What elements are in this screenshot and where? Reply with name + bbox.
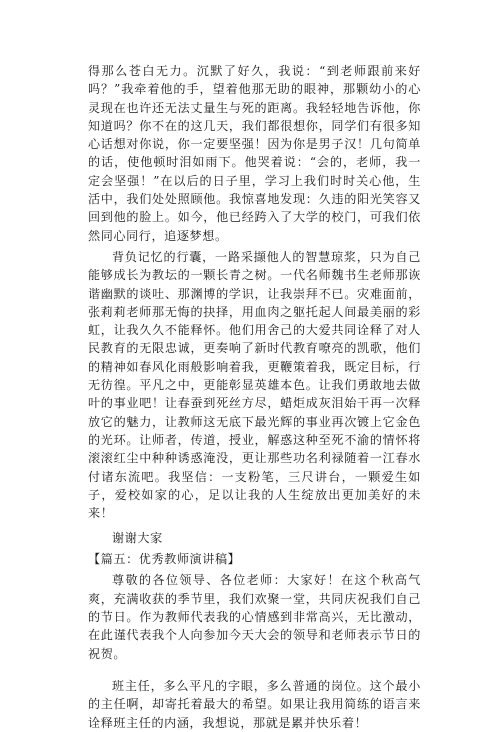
section-heading: 【篇五：优秀教师演讲稿】	[88, 552, 241, 567]
paragraph-role-models: 背负记忆的行囊，一路采撷他人的智慧琼浆，只为自己能够成长为教坛的一颗长青之树。一代名师魏书生老师那诙谐幽默的谈吐、那渊博的学识，让我崇拜不已。灾难面前，张莉莉老师那无悔的抉择，用血肉之躯托起人间最美丽的彩虹，让我久久不能释怀。他们用舍己的大爱共同诠释了对人民教育的无限忠诚，更奏响了新时代教育嘹亮的凯歌，他们的精神如春风化雨般影响着我，更鞭策着我，既定目标，行无彷徨。平凡之中，更能彰显英雄本色。让我们勇敢地去做叶的事业吧！让春蚕到死丝方尽，蜡炬成灰泪始干再一次释放它的魅力，让教师这无底下最光辉的事业再次镀上它金色的光环。让师者，传道，授业，解惑这种至死不渝的情怀将滚滚红尘中种种诱惑淹没，更让那些功名利禄随着一江春水付诸东流吧。我坚信：一支粉笔，三尺讲台，一颗爱生如子，爱校如家的心，足以让我的人生绽放出更加美好的未来！	[88, 249, 421, 521]
paragraph-head-teacher: 班主任，多么平凡的字眼，多么普通的岗位。这个最小的主任啊，却寄托着最大的希望。如果让我用简练的语言来诠释班主任的内涵，我想说，那就是累并快乐着！	[88, 678, 421, 730]
closing-thanks: 谢谢大家	[112, 531, 163, 546]
document-page	[88, 62, 421, 732]
paragraph-greeting: 尊敬的各位领导、各位老师：大家好！在这个秋高气爽，充满收获的季节里，我们欢聚一堂，共同庆祝我们自己的节日。作为教师代表我的心情感到非常高兴，无比激动，在此谨代表我个人向参加今天大会的领导和老师表示节日的祝贺。	[88, 573, 421, 661]
paragraph-student-story: 得那么苍白无力。沉默了好久，我说：“到老师跟前来好吗？”我牵着他的手，望着他那无助的眼神，那颗幼小的心灵现在也许还无法丈量生与死的距离。我轻轻地告诉他，你知道吗？你不在的这几天，我们都很想你，同学们有很多知心话想对你说，你一定要坚强！因为你是男子汉！几句简单的话，使他顿时泪如雨下。他哭着说：“会的，老师，我一定会坚强！”在以后的日子里，学习上我们时时关心他，生活中，我们处处照顾他。我惊喜地发现：久违的阳光笑容又回到他的脸上。如今，他已经跨入了大学的校门，可我们依然同心同行，追逐梦想。	[88, 64, 421, 243]
